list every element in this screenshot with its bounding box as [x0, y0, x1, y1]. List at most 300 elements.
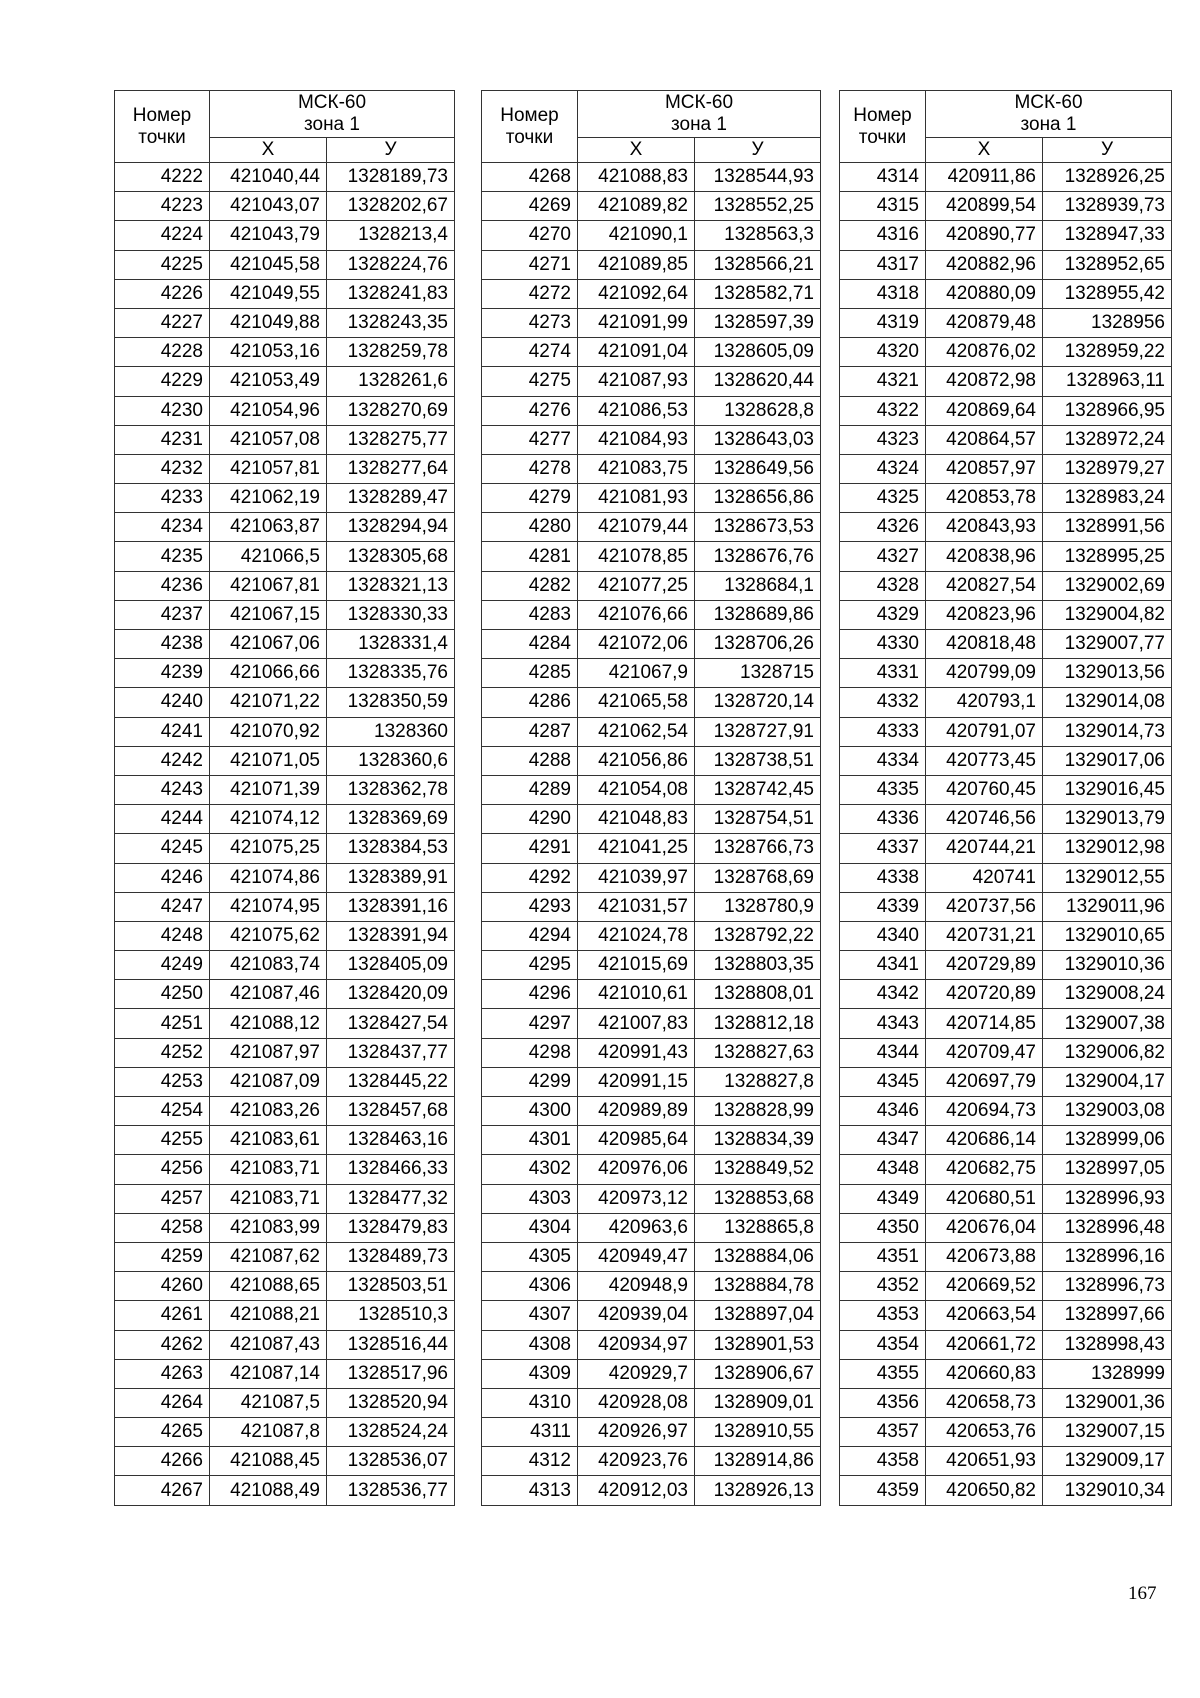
point-number-cell: 4273	[482, 308, 578, 337]
table-row	[840, 1242, 1172, 1271]
point-number-cell: 4275	[482, 367, 578, 396]
point-number-cell: 4265	[115, 1418, 210, 1447]
x-coordinate-cell: 421074,86	[210, 863, 327, 892]
table-row	[482, 921, 821, 950]
x-coordinate-cell: 421088,45	[210, 1447, 327, 1476]
y-coordinate-cell: 1328792,22	[695, 921, 821, 950]
y-coordinate-cell: 1329016,45	[1043, 775, 1172, 804]
x-coordinate-cell: 421057,08	[210, 425, 327, 454]
table-row	[115, 1097, 455, 1126]
table-row	[840, 1184, 1172, 1213]
x-coordinate-cell: 421065,58	[578, 688, 695, 717]
x-coordinate-cell: 421078,85	[578, 542, 695, 571]
point-number-cell: 4319	[840, 308, 926, 337]
point-number-cell: 4226	[115, 279, 210, 308]
x-coordinate-cell: 420843,93	[926, 513, 1043, 542]
table-row	[840, 542, 1172, 571]
table-row	[115, 746, 455, 775]
y-coordinate-cell: 1328391,16	[327, 892, 455, 921]
x-coordinate-cell: 420857,97	[926, 454, 1043, 483]
table-row	[115, 863, 455, 892]
y-coordinate-cell: 1328952,65	[1043, 250, 1172, 279]
y-coordinate-cell: 1328656,86	[695, 484, 821, 513]
table-row	[482, 980, 821, 1009]
table-row	[482, 279, 821, 308]
point-number-cell: 4358	[840, 1447, 926, 1476]
point-number-cell: 4289	[482, 775, 578, 804]
table-row	[115, 1009, 455, 1038]
point-number-cell: 4304	[482, 1213, 578, 1242]
x-header: X	[210, 138, 327, 163]
table-row	[115, 221, 455, 250]
y-coordinate-cell: 1328457,68	[327, 1097, 455, 1126]
point-number-cell: 4261	[115, 1301, 210, 1330]
table-row	[840, 192, 1172, 221]
point-number-cell: 4290	[482, 805, 578, 834]
x-coordinate-cell: 421071,22	[210, 688, 327, 717]
y-coordinate-cell: 1328189,73	[327, 163, 455, 192]
table-row	[115, 1067, 455, 1096]
point-number-cell: 4222	[115, 163, 210, 192]
y-coordinate-cell: 1328999	[1043, 1359, 1172, 1388]
point-number-cell: 4258	[115, 1213, 210, 1242]
point-number-cell: 4243	[115, 775, 210, 804]
point-number-cell: 4303	[482, 1184, 578, 1213]
x-coordinate-cell: 421062,54	[578, 717, 695, 746]
y-coordinate-cell: 1329008,24	[1043, 980, 1172, 1009]
point-number-cell: 4239	[115, 659, 210, 688]
x-coordinate-cell: 421056,86	[578, 746, 695, 775]
point-number-cell: 4331	[840, 659, 926, 688]
table-row	[840, 951, 1172, 980]
table-row	[482, 1359, 821, 1388]
table-row	[115, 688, 455, 717]
y-coordinate-cell: 1329004,82	[1043, 600, 1172, 629]
x-coordinate-cell: 420650,82	[926, 1476, 1043, 1505]
table-row	[115, 484, 455, 513]
point-number-cell: 4316	[840, 221, 926, 250]
coordinates-table-1	[114, 90, 455, 1506]
x-coordinate-cell: 420879,48	[926, 308, 1043, 337]
table-row	[840, 834, 1172, 863]
point-number-cell: 4292	[482, 863, 578, 892]
table-row	[840, 1301, 1172, 1330]
table-row	[115, 425, 455, 454]
table-row	[115, 367, 455, 396]
table-row	[482, 571, 821, 600]
x-coordinate-cell: 421074,95	[210, 892, 327, 921]
y-coordinate-cell: 1328305,68	[327, 542, 455, 571]
table-row	[115, 308, 455, 337]
point-number-cell: 4321	[840, 367, 926, 396]
point-number-cell: 4337	[840, 834, 926, 863]
x-coordinate-cell: 420682,75	[926, 1155, 1043, 1184]
table-row	[840, 1097, 1172, 1126]
point-number-cell: 4342	[840, 980, 926, 1009]
y-coordinate-cell: 1328996,16	[1043, 1242, 1172, 1271]
table-row	[840, 484, 1172, 513]
x-coordinate-cell: 421041,25	[578, 834, 695, 863]
y-coordinate-cell: 1329001,36	[1043, 1388, 1172, 1417]
table-row	[115, 1242, 455, 1271]
point-number-cell: 4306	[482, 1272, 578, 1301]
x-coordinate-cell: 421067,15	[210, 600, 327, 629]
y-coordinate-cell: 1329004,17	[1043, 1067, 1172, 1096]
table-row	[115, 834, 455, 863]
y-coordinate-cell: 1328331,4	[327, 630, 455, 659]
y-coordinate-cell: 1328834,39	[695, 1126, 821, 1155]
y-coordinate-cell: 1328202,67	[327, 192, 455, 221]
y-coordinate-cell: 1328849,52	[695, 1155, 821, 1184]
table-row	[840, 775, 1172, 804]
x-coordinate-cell: 421062,19	[210, 484, 327, 513]
table-row	[482, 308, 821, 337]
point-number-cell: 4328	[840, 571, 926, 600]
table-row	[482, 1038, 821, 1067]
point-number-cell: 4305	[482, 1242, 578, 1271]
point-number-cell: 4264	[115, 1388, 210, 1417]
y-coordinate-cell: 1328828,99	[695, 1097, 821, 1126]
table-row	[482, 775, 821, 804]
table-row	[840, 630, 1172, 659]
point-number-cell: 4307	[482, 1301, 578, 1330]
y-coordinate-cell: 1328420,09	[327, 980, 455, 1009]
x-coordinate-cell: 421071,39	[210, 775, 327, 804]
x-coordinate-cell: 421087,46	[210, 980, 327, 1009]
x-coordinate-cell: 421007,83	[578, 1009, 695, 1038]
point-number-cell: 4266	[115, 1447, 210, 1476]
table-row	[115, 1447, 455, 1476]
point-number-cell: 4231	[115, 425, 210, 454]
x-coordinate-cell: 421053,16	[210, 338, 327, 367]
point-number-cell: 4349	[840, 1184, 926, 1213]
y-coordinate-cell: 1328901,53	[695, 1330, 821, 1359]
y-coordinate-cell: 1328939,73	[1043, 192, 1172, 221]
table-row	[482, 659, 821, 688]
y-coordinate-cell: 1328684,1	[695, 571, 821, 600]
x-coordinate-cell: 421075,62	[210, 921, 327, 950]
table-row	[840, 454, 1172, 483]
y-coordinate-cell: 1328738,51	[695, 746, 821, 775]
point-number-cell: 4282	[482, 571, 578, 600]
y-coordinate-cell: 1329010,34	[1043, 1476, 1172, 1505]
x-coordinate-cell: 421083,61	[210, 1126, 327, 1155]
table-body	[840, 163, 1172, 1506]
x-coordinate-cell: 420694,73	[926, 1097, 1043, 1126]
x-coordinate-cell: 421067,9	[578, 659, 695, 688]
table-row	[115, 630, 455, 659]
y-coordinate-cell: 1328437,77	[327, 1038, 455, 1067]
y-coordinate-cell: 1328803,35	[695, 951, 821, 980]
point-number-cell: 4355	[840, 1359, 926, 1388]
point-number-cell: 4269	[482, 192, 578, 221]
point-number-cell: 4298	[482, 1038, 578, 1067]
table-row	[482, 834, 821, 863]
y-coordinate-cell: 1328643,03	[695, 425, 821, 454]
y-coordinate-cell: 1328360,6	[327, 746, 455, 775]
y-coordinate-cell: 1328827,8	[695, 1067, 821, 1096]
point-number-cell: 4284	[482, 630, 578, 659]
y-coordinate-cell: 1328983,24	[1043, 484, 1172, 513]
x-coordinate-cell: 421091,04	[578, 338, 695, 367]
y-coordinate-cell: 1328620,44	[695, 367, 821, 396]
x-coordinate-cell: 421083,74	[210, 951, 327, 980]
table-row	[840, 1067, 1172, 1096]
point-number-cell: 4323	[840, 425, 926, 454]
x-coordinate-cell: 420911,86	[926, 163, 1043, 192]
table-row	[482, 1418, 821, 1447]
point-number-cell: 4270	[482, 221, 578, 250]
table-row	[115, 805, 455, 834]
point-number-cell: 4345	[840, 1067, 926, 1096]
x-coordinate-cell: 420773,45	[926, 746, 1043, 775]
y-coordinate-cell: 1328727,91	[695, 717, 821, 746]
y-coordinate-cell: 1329010,65	[1043, 921, 1172, 950]
table-row	[840, 746, 1172, 775]
y-coordinate-cell: 1328294,94	[327, 513, 455, 542]
y-coordinate-cell: 1328259,78	[327, 338, 455, 367]
table-row	[840, 163, 1172, 192]
point-number-header: Номер точки	[840, 91, 926, 163]
x-coordinate-cell: 420651,93	[926, 1447, 1043, 1476]
y-coordinate-cell: 1328853,68	[695, 1184, 821, 1213]
table-row	[840, 980, 1172, 1009]
y-coordinate-cell: 1328649,56	[695, 454, 821, 483]
y-coordinate-cell: 1328689,86	[695, 600, 821, 629]
point-number-cell: 4230	[115, 396, 210, 425]
y-coordinate-cell: 1328384,53	[327, 834, 455, 863]
point-number-cell: 4329	[840, 600, 926, 629]
y-coordinate-cell: 1328956	[1043, 308, 1172, 337]
system-header: МСК-60 зона 1	[926, 91, 1172, 138]
x-coordinate-cell: 421088,49	[210, 1476, 327, 1505]
x-coordinate-cell: 421087,8	[210, 1418, 327, 1447]
y-coordinate-cell: 1328516,44	[327, 1330, 455, 1359]
point-number-cell: 4244	[115, 805, 210, 834]
y-coordinate-cell: 1328768,69	[695, 863, 821, 892]
point-number-cell: 4340	[840, 921, 926, 950]
x-coordinate-cell: 421067,81	[210, 571, 327, 600]
x-coordinate-cell: 421077,25	[578, 571, 695, 600]
table-row	[840, 1213, 1172, 1242]
point-number-cell: 4259	[115, 1242, 210, 1271]
point-number-cell: 4317	[840, 250, 926, 279]
y-coordinate-cell: 1328524,24	[327, 1418, 455, 1447]
y-coordinate-cell: 1328884,78	[695, 1272, 821, 1301]
y-coordinate-cell: 1328996,48	[1043, 1213, 1172, 1242]
table-row	[840, 308, 1172, 337]
y-coordinate-cell: 1328405,09	[327, 951, 455, 980]
y-coordinate-cell: 1329014,08	[1043, 688, 1172, 717]
x-coordinate-cell: 420912,03	[578, 1476, 695, 1505]
point-number-cell: 4274	[482, 338, 578, 367]
x-coordinate-cell: 421079,44	[578, 513, 695, 542]
point-number-cell: 4228	[115, 338, 210, 367]
x-coordinate-cell: 421049,88	[210, 308, 327, 337]
x-coordinate-cell: 420680,51	[926, 1184, 1043, 1213]
y-coordinate-cell: 1328517,96	[327, 1359, 455, 1388]
page-number: 167	[1128, 1583, 1157, 1604]
point-number-cell: 4299	[482, 1067, 578, 1096]
point-number-cell: 4247	[115, 892, 210, 921]
point-number-cell: 4346	[840, 1097, 926, 1126]
point-number-cell: 4341	[840, 951, 926, 980]
table-row	[115, 1330, 455, 1359]
y-coordinate-cell: 1328808,01	[695, 980, 821, 1009]
y-coordinate-cell: 1328673,53	[695, 513, 821, 542]
y-coordinate-cell: 1328628,8	[695, 396, 821, 425]
x-coordinate-cell: 421053,49	[210, 367, 327, 396]
x-coordinate-cell: 420890,77	[926, 221, 1043, 250]
table-row	[115, 659, 455, 688]
x-coordinate-cell: 420669,52	[926, 1272, 1043, 1301]
table-row	[115, 1476, 455, 1505]
point-number-header: Номер точки	[115, 91, 210, 163]
x-coordinate-cell: 420926,97	[578, 1418, 695, 1447]
x-coordinate-cell: 421088,21	[210, 1301, 327, 1330]
x-coordinate-cell: 420989,89	[578, 1097, 695, 1126]
point-number-cell: 4338	[840, 863, 926, 892]
table-row	[840, 863, 1172, 892]
point-number-cell: 4267	[115, 1476, 210, 1505]
y-header: У	[695, 138, 821, 163]
table-row	[482, 892, 821, 921]
x-coordinate-cell: 420663,54	[926, 1301, 1043, 1330]
y-coordinate-cell: 1328972,24	[1043, 425, 1172, 454]
table-row	[840, 921, 1172, 950]
x-coordinate-cell: 420876,02	[926, 338, 1043, 367]
x-coordinate-cell: 421075,25	[210, 834, 327, 863]
x-coordinate-cell: 420976,06	[578, 1155, 695, 1184]
y-coordinate-cell: 1328270,69	[327, 396, 455, 425]
y-coordinate-cell: 1328463,16	[327, 1126, 455, 1155]
y-coordinate-cell: 1329011,96	[1043, 892, 1172, 921]
table-row	[840, 688, 1172, 717]
table-row	[115, 192, 455, 221]
x-coordinate-cell: 421083,99	[210, 1213, 327, 1242]
table-row	[840, 1418, 1172, 1447]
y-coordinate-cell: 1328391,94	[327, 921, 455, 950]
y-coordinate-cell: 1328335,76	[327, 659, 455, 688]
x-coordinate-cell: 420948,9	[578, 1272, 695, 1301]
x-coordinate-cell: 421071,05	[210, 746, 327, 775]
y-coordinate-cell: 1329013,79	[1043, 805, 1172, 834]
x-coordinate-cell: 420799,09	[926, 659, 1043, 688]
point-number-cell: 4334	[840, 746, 926, 775]
x-coordinate-cell: 421084,93	[578, 425, 695, 454]
x-coordinate-cell: 421087,97	[210, 1038, 327, 1067]
point-number-cell: 4246	[115, 863, 210, 892]
y-coordinate-cell: 1329003,08	[1043, 1097, 1172, 1126]
x-coordinate-cell: 420818,48	[926, 630, 1043, 659]
x-coordinate-cell: 421049,55	[210, 279, 327, 308]
table-row	[482, 1476, 821, 1505]
y-coordinate-cell: 1328706,26	[695, 630, 821, 659]
y-coordinate-cell: 1328275,77	[327, 425, 455, 454]
table-row	[482, 1447, 821, 1476]
y-coordinate-cell: 1328582,71	[695, 279, 821, 308]
point-number-cell: 4335	[840, 775, 926, 804]
point-number-cell: 4336	[840, 805, 926, 834]
table-row	[115, 892, 455, 921]
table-row	[115, 1418, 455, 1447]
y-coordinate-cell: 1329006,82	[1043, 1038, 1172, 1067]
x-coordinate-cell: 421087,43	[210, 1330, 327, 1359]
table-row	[482, 1126, 821, 1155]
y-coordinate-cell: 1328289,47	[327, 484, 455, 513]
x-coordinate-cell: 421087,62	[210, 1242, 327, 1271]
y-coordinate-cell: 1328520,94	[327, 1388, 455, 1417]
point-number-cell: 4313	[482, 1476, 578, 1505]
x-coordinate-cell: 421074,12	[210, 805, 327, 834]
point-number-cell: 4314	[840, 163, 926, 192]
x-coordinate-cell: 420991,43	[578, 1038, 695, 1067]
x-coordinate-cell: 420872,98	[926, 367, 1043, 396]
y-coordinate-cell: 1328261,6	[327, 367, 455, 396]
table-row	[482, 805, 821, 834]
table-row	[482, 1301, 821, 1330]
point-number-cell: 4235	[115, 542, 210, 571]
point-number-cell: 4295	[482, 951, 578, 980]
y-coordinate-cell: 1328979,27	[1043, 454, 1172, 483]
point-number-cell: 4312	[482, 1447, 578, 1476]
point-number-cell: 4224	[115, 221, 210, 250]
x-header: X	[926, 138, 1043, 163]
x-coordinate-cell: 421043,79	[210, 221, 327, 250]
y-coordinate-cell: 1328754,51	[695, 805, 821, 834]
x-coordinate-cell: 421091,99	[578, 308, 695, 337]
y-coordinate-cell: 1329007,15	[1043, 1418, 1172, 1447]
table-row	[840, 1447, 1172, 1476]
point-number-cell: 4296	[482, 980, 578, 1009]
table-body	[115, 163, 455, 1506]
y-coordinate-cell: 1328742,45	[695, 775, 821, 804]
table-row	[840, 367, 1172, 396]
table-row	[115, 951, 455, 980]
point-number-cell: 4283	[482, 600, 578, 629]
point-number-cell: 4350	[840, 1213, 926, 1242]
x-coordinate-cell: 421087,14	[210, 1359, 327, 1388]
table-row	[840, 892, 1172, 921]
y-coordinate-cell: 1328780,9	[695, 892, 821, 921]
y-coordinate-cell: 1328563,3	[695, 221, 821, 250]
y-coordinate-cell: 1328224,76	[327, 250, 455, 279]
x-coordinate-cell: 420720,89	[926, 980, 1043, 1009]
table-row	[482, 367, 821, 396]
table-body	[482, 163, 821, 1506]
table-row	[115, 513, 455, 542]
x-coordinate-cell: 421040,44	[210, 163, 327, 192]
x-coordinate-cell: 420928,08	[578, 1388, 695, 1417]
point-number-cell: 4271	[482, 250, 578, 279]
table-row	[482, 1213, 821, 1242]
x-coordinate-cell: 420793,1	[926, 688, 1043, 717]
point-number-cell: 4291	[482, 834, 578, 863]
point-number-cell: 4272	[482, 279, 578, 308]
point-number-cell: 4253	[115, 1067, 210, 1096]
table-row	[482, 1155, 821, 1184]
x-coordinate-cell: 421024,78	[578, 921, 695, 950]
table-row	[115, 1126, 455, 1155]
y-coordinate-cell: 1328996,73	[1043, 1272, 1172, 1301]
x-coordinate-cell: 421054,08	[578, 775, 695, 804]
point-number-cell: 4254	[115, 1097, 210, 1126]
point-number-cell: 4333	[840, 717, 926, 746]
x-coordinate-cell: 421070,92	[210, 717, 327, 746]
point-number-cell: 4260	[115, 1272, 210, 1301]
x-coordinate-cell: 421066,5	[210, 542, 327, 571]
table-row	[482, 425, 821, 454]
